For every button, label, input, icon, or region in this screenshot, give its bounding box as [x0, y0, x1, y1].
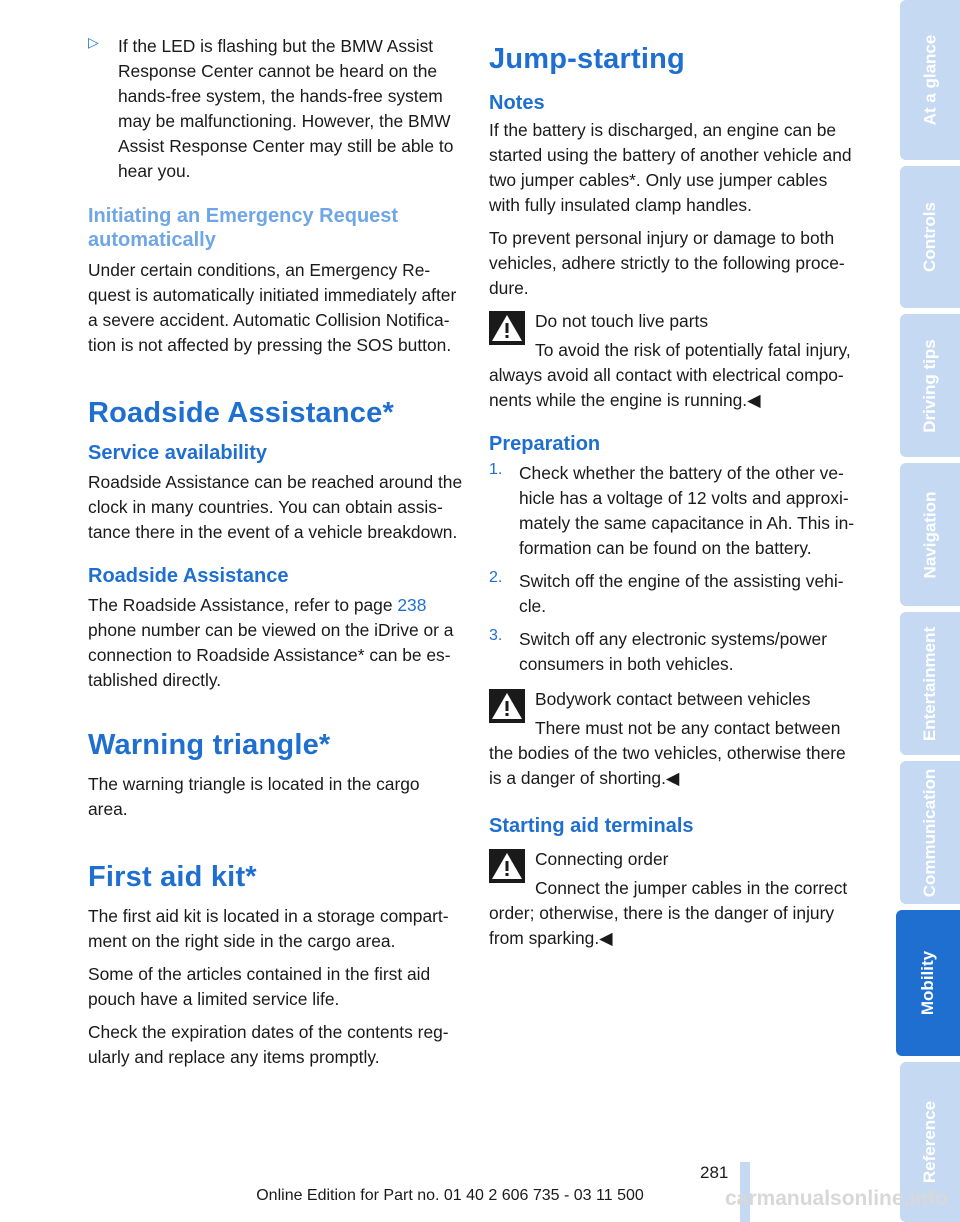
- warning-box: [489, 847, 863, 951]
- paragraph: The warning triangle is located in the cargo area.: [88, 774, 420, 819]
- list-item: [489, 627, 863, 677]
- warning-triangle-icon: [489, 311, 525, 345]
- warning-triangle-icon: [489, 689, 525, 723]
- step-text: Switch off the engine of the assisting vehi-cle.: [519, 571, 844, 616]
- tab-communication[interactable]: [900, 761, 960, 904]
- section-heading: Notes: [489, 92, 545, 114]
- list-item: [489, 461, 863, 561]
- step-text: Check whether the battery of the other ve-hicle has a voltage of 12 volts and approxi-mately the same capacitance in Ah. This in-formation can be found on the battery.: [519, 463, 855, 558]
- step-number: 1.: [489, 461, 503, 478]
- warning-box: [489, 687, 863, 791]
- chapter-heading: Jump-starting: [489, 43, 685, 75]
- page-number: 281: [700, 1163, 729, 1182]
- tab-driving-tips[interactable]: [900, 314, 960, 457]
- step-number: 3.: [489, 627, 503, 644]
- section-heading: Roadside Assistance: [88, 565, 289, 587]
- paragraph: Under certain conditions, an Emergency Re-quest is automatically initiated immediately after a severe accident. Automatic Collision Notifica-tion is not affected by pressing the SOS button.: [88, 260, 457, 355]
- bullet-arrow-icon: ▷: [88, 34, 99, 50]
- chapter-heading: First aid kit*: [88, 861, 257, 893]
- bullet-text: If the LED is flashing but the BMW Assist Response Center cannot be heard on the hands-free system, the hands-free system may be malfunctioning. However, the BMW Assist Response Center may still be able to hear you.: [118, 36, 454, 181]
- page-link[interactable]: 238: [397, 595, 427, 615]
- text: phone number can be viewed on the iDrive or a connection to Roadside Assistance* can be es-tablished directly.: [88, 620, 454, 690]
- tab-label: Controls: [920, 202, 940, 272]
- warning-title: Do not touch live parts: [535, 311, 709, 331]
- warning-text: [489, 338, 863, 413]
- paragraph: Check the expiration dates of the contents reg-ularly and replace any items promptly.: [88, 1022, 449, 1067]
- text: To avoid the risk of potentially fatal injury, always avoid all contact with electrical compo-nents while the engine is running.◀: [489, 340, 851, 410]
- tab-controls[interactable]: [900, 166, 960, 308]
- tab-label: Communication: [920, 768, 940, 897]
- warning-title: Connecting order: [535, 849, 669, 869]
- tab-navigation[interactable]: [900, 463, 960, 606]
- footer-edition: Online Edition for Part no. 01 40 2 606 735 - 03 11 500: [256, 1187, 644, 1204]
- warning-text: [489, 716, 863, 791]
- tab-label: Mobility: [918, 950, 937, 1016]
- right-column: [489, 42, 863, 951]
- section-heading: Initiating an Emergency Request automatically: [88, 205, 399, 251]
- warning-text: [489, 876, 863, 951]
- list-item: [88, 34, 464, 184]
- paragraph: The first aid kit is located in a storage compart-ment on the right side in the cargo area.: [88, 906, 449, 951]
- paragraph: Some of the articles contained in the first aid pouch have a limited service life.: [88, 964, 431, 1009]
- step-text: Switch off any electronic systems/power consumers in both vehicles.: [519, 629, 828, 674]
- tab-label: At a glance: [920, 34, 940, 126]
- chapter-heading: Warning triangle*: [88, 729, 331, 761]
- tab-label: Entertainment: [920, 626, 940, 741]
- section-heading: Preparation: [489, 433, 601, 455]
- step-number: 2.: [489, 569, 503, 586]
- warning-triangle-icon: [489, 849, 525, 883]
- watermark: carmanualsonline.info: [725, 1187, 948, 1210]
- tab-label: Reference: [920, 1100, 939, 1184]
- section-heading: Service availability: [88, 442, 268, 464]
- section-heading: Starting aid terminals: [489, 815, 694, 837]
- paragraph: If the battery is discharged, an engine can be started using the battery of another vehicle and two jumper cables*. Only use jumper cables with fully insulated clamp handles.: [489, 120, 852, 215]
- chapter-heading: Roadside Assistance*: [88, 397, 394, 429]
- tab-label: Driving tips: [920, 338, 940, 433]
- steps-list: [489, 461, 863, 677]
- chapter-tabs: [900, 0, 960, 1222]
- tab-at-a-glance[interactable]: [900, 0, 960, 160]
- left-column: [88, 34, 464, 1070]
- text: The Roadside Assistance, refer to page: [88, 595, 398, 615]
- paragraph: Roadside Assistance can be reached around the clock in many countries. You can obtain assis-tance there in the event of a vehicle breakdown.: [88, 472, 463, 542]
- warning-box: [489, 309, 863, 413]
- text: There must not be any contact between the bodies of the two vehicles, otherwise there is a danger of shorting.◀: [489, 718, 846, 788]
- warning-title: Bodywork contact between vehicles: [535, 689, 811, 709]
- tab-mobility[interactable]: [896, 910, 960, 1056]
- tab-label: Navigation: [920, 491, 939, 578]
- paragraph: [88, 593, 464, 693]
- tab-entertainment[interactable]: [900, 612, 960, 755]
- paragraph: To prevent personal injury or damage to both vehicles, adhere strictly to the following proce-dure.: [489, 228, 845, 298]
- list-item: [489, 569, 863, 619]
- text: Connect the jumper cables in the correct order; otherwise, there is the danger of injury from sparking.◀: [489, 878, 848, 948]
